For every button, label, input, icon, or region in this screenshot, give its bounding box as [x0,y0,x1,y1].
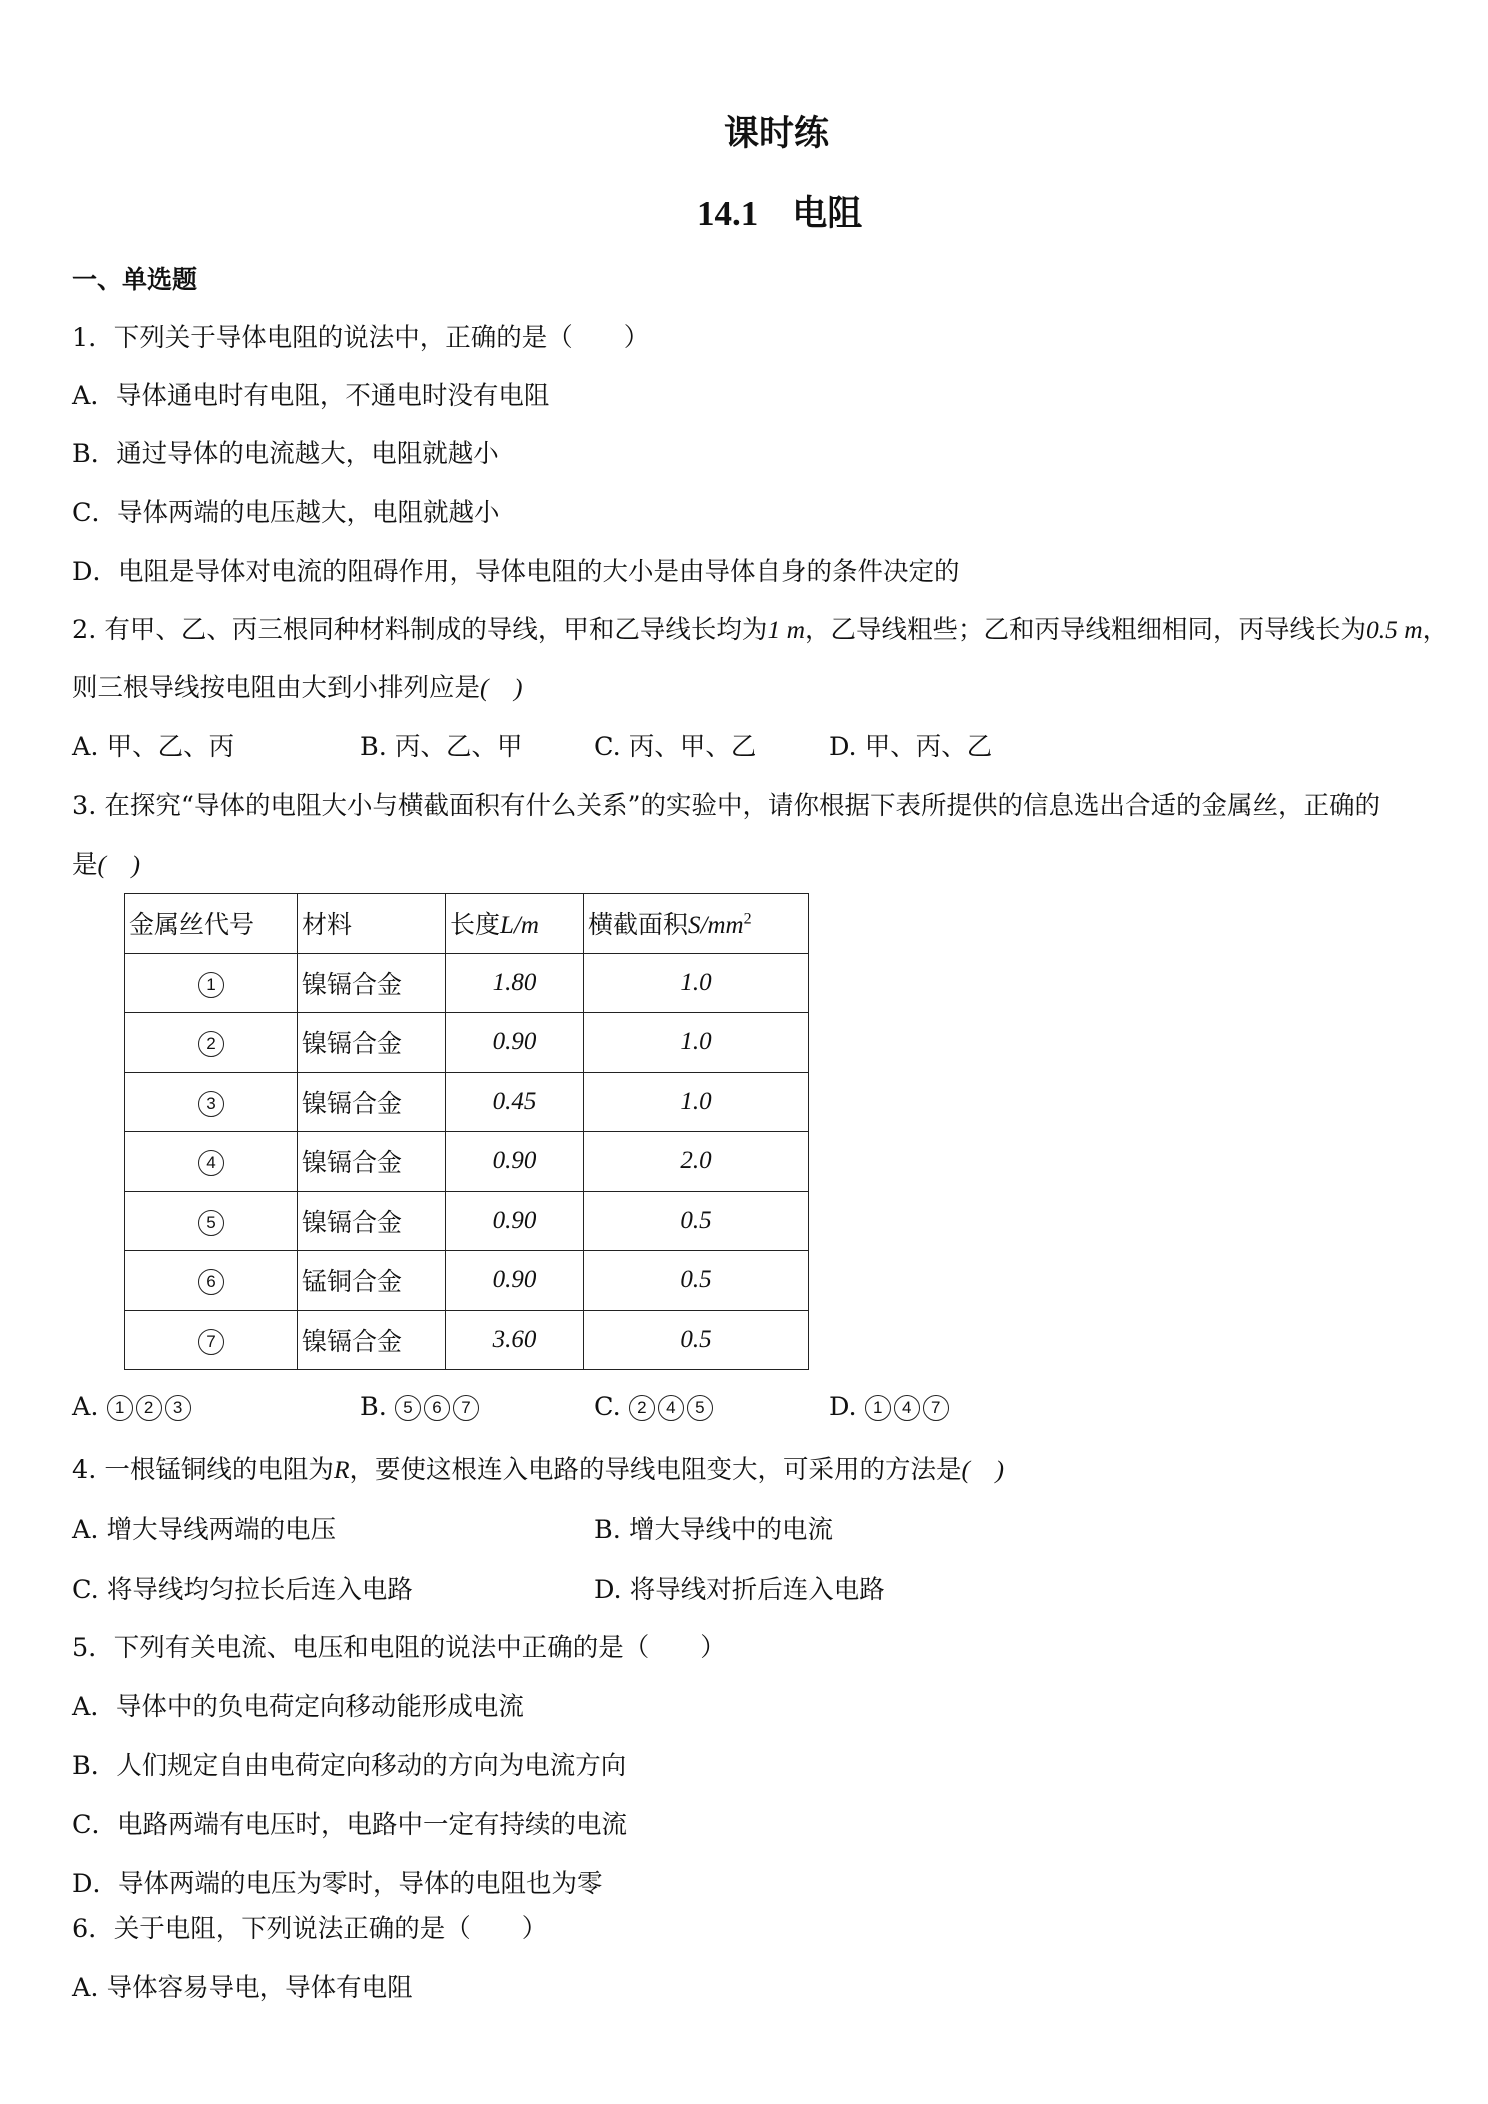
option-wire-id: 1 [865,1395,891,1421]
header-material: 材料 [298,894,446,954]
q3-paren: ( ) [97,850,140,879]
q2-length-2: 0.5 m [1366,615,1423,644]
table-row [125,1013,809,1073]
q4-stem-part1: 4. 一根锰铜线的电阻为 [72,1455,334,1485]
q1-option-a: A．导体通电时有电阻，不通电时没有电阻 [72,381,550,411]
option-wire-id: 3 [165,1395,191,1421]
q3-option-c-label: C. [594,1392,621,1422]
wire-length: 0.90 [446,1013,584,1073]
header-area-unit: S/mm [688,912,744,940]
q5-stem: 5．下列有关电流、电压和电阻的说法中正确的是（ ） [72,1633,726,1663]
table-row [125,1310,809,1370]
option-wire-id: 2 [629,1395,655,1421]
header-length-unit: L/m [500,912,539,940]
header-area [584,894,809,954]
wire-table [124,893,809,1370]
header-wire-id: 金属丝代号 [125,894,298,954]
option-wire-id: 5 [687,1395,713,1421]
wire-length: 0.90 [446,1132,584,1192]
q2-stem-line1 [72,610,1448,646]
header-length [446,894,584,954]
q2-option-a: A. 甲、乙、丙 [72,732,235,762]
table-row [125,1191,809,1251]
lesson-name: 电阻 [792,193,863,234]
table-row [125,1072,809,1132]
table-row [125,1251,809,1311]
option-wire-id: 4 [658,1395,684,1421]
wire-id-badge: 7 [198,1329,224,1355]
wire-area: 0.5 [584,1251,809,1311]
wire-area: 1.0 [584,1072,809,1132]
q3-option-d [829,1392,952,1422]
header-area-exponent: 2 [743,910,752,928]
q3-option-a-label: A. [72,1392,99,1422]
q3-option-b-label: B. [360,1392,387,1422]
wire-area: 0.5 [584,1310,809,1370]
wire-id-badge: 4 [198,1150,224,1176]
wire-material: 锰铜合金 [298,1251,446,1311]
q1-stem: 1．下列关于导体电阻的说法中，正确的是（ ） [72,323,650,353]
lesson-heading [697,186,862,236]
table-row [125,1132,809,1192]
wire-id-badge: 3 [198,1091,224,1117]
wire-length: 0.90 [446,1191,584,1251]
wire-id-badge: 5 [198,1210,224,1236]
q1-option-c: C．导体两端的电压越大，电阻就越小 [72,498,500,528]
q6-stem: 6．关于电阻，下列说法正确的是（ ） [72,1914,548,1944]
wire-length: 3.60 [446,1310,584,1370]
page-title: 课时练 [724,113,830,154]
header-area-label: 横截面积 [588,910,689,940]
q4-stem-part2: ，要使这根连入电路的导线电阻变大，可采用的方法是 [349,1455,962,1485]
wire-area: 1.0 [584,1013,809,1073]
q3-option-c [594,1392,716,1422]
wire-id-badge: 6 [198,1269,224,1295]
q4-option-a: A. 增大导线两端的电压 [72,1515,337,1545]
wire-material: 镍镉合金 [298,1072,446,1132]
q4-variable: R [333,1455,350,1484]
q6-option-a: A. 导体容易导电，导体有电阻 [72,1973,413,2003]
wire-material: 镍镉合金 [298,1191,446,1251]
wire-id-badge: 2 [198,1031,224,1057]
q5-option-c: C．电路两端有电压时，电路中一定有持续的电流 [72,1810,628,1840]
wire-area: 0.5 [584,1191,809,1251]
q3-stem-line2 [72,845,140,881]
q2-length-1: 1 m [767,615,805,644]
q4-stem [72,1450,1004,1486]
wire-material: 镍镉合金 [298,1132,446,1192]
q2-option-c: C. 丙、甲、乙 [594,732,757,762]
table-row [125,953,809,1013]
q3-option-a [72,1392,194,1422]
q2-stem-line2 [72,668,523,704]
wire-material: 镍镉合金 [298,953,446,1013]
q5-option-a: A．导体中的负电荷定向移动能形成电流 [72,1692,524,1722]
q4-paren: ( ) [961,1455,1005,1484]
option-wire-id: 2 [136,1395,162,1421]
q2-stem-part2: ，乙导线粗些；乙和丙导线粗细相同，丙导线长为 [804,615,1366,645]
section-heading: 一、单选题 [72,265,198,294]
option-wire-id: 7 [453,1395,479,1421]
wire-length: 1.80 [446,953,584,1013]
q2-stem-part3: ， [1422,615,1449,645]
option-wire-id: 1 [107,1395,133,1421]
q3-stem-text: 是 [72,850,98,880]
q2-option-b: B. 丙、乙、甲 [360,732,523,762]
q1-option-d: D．电阻是导体对电流的阻碍作用，导体电阻的大小是由导体自身的条件决定的 [72,557,960,587]
q2-paren: ( ) [480,673,523,702]
q5-option-b: B．人们规定自由电荷定向移动的方向为电流方向 [72,1751,627,1781]
lesson-number: 14.1 [697,194,759,233]
q3-option-d-label: D. [829,1392,857,1422]
wire-length: 0.90 [446,1251,584,1311]
wire-id-badge: 1 [198,972,224,998]
q3-option-b [360,1392,482,1422]
wire-area: 2.0 [584,1132,809,1192]
q5-option-d: D．导体两端的电压为零时，导体的电阻也为零 [72,1869,603,1899]
q4-option-d: D. 将导线对折后连入电路 [594,1575,885,1605]
header-length-label: 长度 [450,910,501,940]
option-wire-id: 4 [894,1395,920,1421]
wire-material: 镍镉合金 [298,1310,446,1370]
option-wire-id: 5 [395,1395,421,1421]
wire-area: 1.0 [584,953,809,1013]
q4-option-b: B. 增大导线中的电流 [594,1515,833,1545]
table-header-row [125,894,809,954]
wire-material: 镍镉合金 [298,1013,446,1073]
q2-stem-part1: 2. 有甲、乙、丙三根同种材料制成的导线，甲和乙导线长均为 [72,615,768,645]
q2-option-d: D. 甲、丙、乙 [829,732,993,762]
q3-stem-line1: 3. 在探究“导体的电阻大小与横截面积有什么关系”的实验中，请你根据下表所提供的信息选出合适的金属丝，正确的 [72,791,1381,821]
wire-length: 0.45 [446,1072,584,1132]
q1-option-b: B．通过导体的电流越大，电阻就越小 [72,439,499,469]
q2-stem-text: 则三根导线按电阻由大到小排列应是 [72,673,481,703]
option-wire-id: 6 [424,1395,450,1421]
q4-option-c: C. 将导线均匀拉长后连入电路 [72,1575,413,1605]
option-wire-id: 7 [923,1395,949,1421]
